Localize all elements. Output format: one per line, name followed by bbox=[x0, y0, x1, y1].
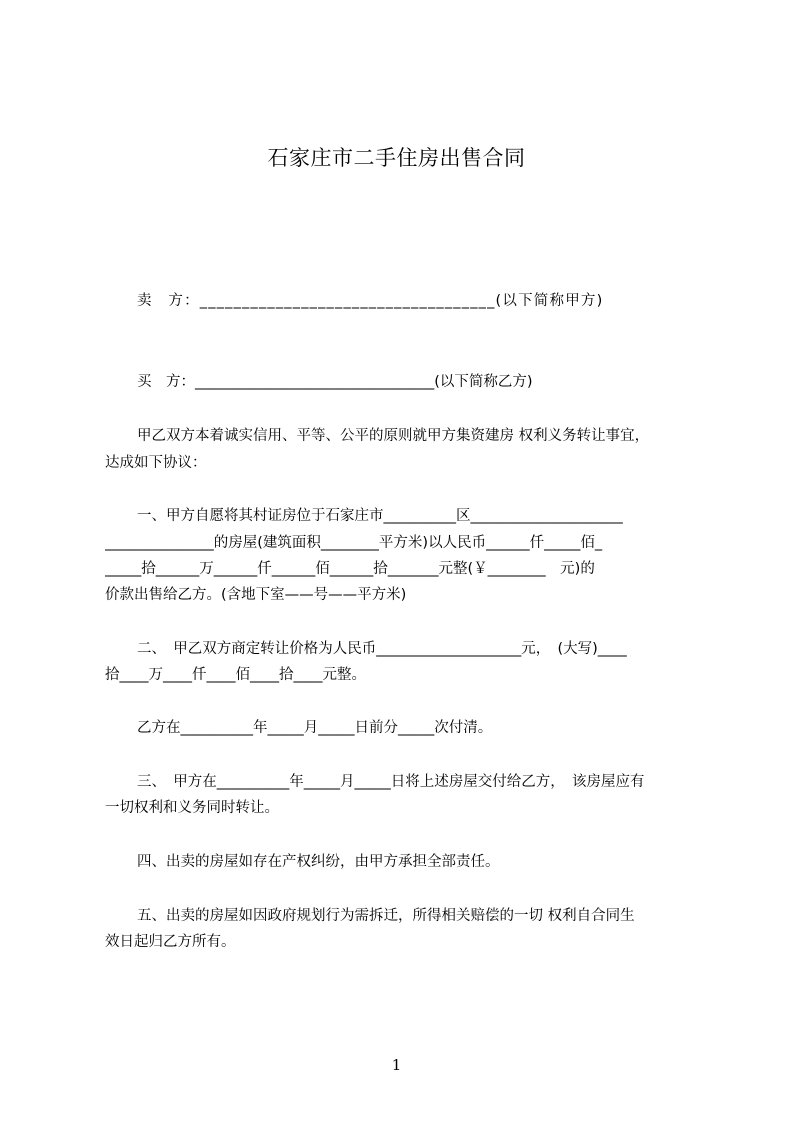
clause2-line-1: 二、 甲乙双方商定转让价格为人民币____________________元， (大写)____ bbox=[137, 641, 627, 657]
clause1-line-4: 价款出售给乙方。(含地下室——号——平方米) bbox=[105, 587, 407, 603]
clause2-line-2: 拾____万____仟____佰____拾____元整。 bbox=[105, 667, 366, 683]
seller-line: 卖 方：___________________________________(以下简称甲方) bbox=[137, 293, 604, 309]
clause1-line-1: 一、甲方自愿将其村证房位于石家庄市__________区_____________________ bbox=[137, 508, 623, 524]
clause5-line-2: 效日起归乙方所有。 bbox=[105, 934, 236, 950]
payment-line: 乙方在__________年_____月_____日前分_____次付清。 bbox=[137, 720, 493, 736]
intro-line-2: 达成如下协议： bbox=[105, 455, 207, 471]
clause4-line: 四、出卖的房屋如存在产权纠纷，由甲方承担全部责任。 bbox=[137, 854, 500, 870]
clause3-line-1: 三、 甲方在__________年_____月_____日将上述房屋交付给乙方， 该房屋应有 bbox=[137, 774, 645, 790]
intro-line-1: 甲乙双方本着诚实信用、平等、公平的原则就甲方集资建房 权利义务转让事宜， bbox=[137, 428, 650, 444]
clause1-line-2: _______________的房屋(建筑面积________平方米)以人民币______仟_____佰_ bbox=[105, 535, 603, 551]
clause5-line-1: 五、出卖的房屋如因政府规划行为需拆迁，所得相关赔偿的一切 权利自合同生 bbox=[137, 908, 635, 924]
document-title: 石家庄市二手住房出售合同 bbox=[267, 146, 526, 170]
page-number: 1 bbox=[391, 1056, 402, 1074]
buyer-line: 买 方：_________________________________(以下简称乙方) bbox=[137, 374, 533, 390]
clause3-line-2: 一切权利和义务同时转让。 bbox=[105, 800, 279, 816]
clause1-line-3: _____拾______万______仟______佰______拾_______元整(￥________ 元)的 bbox=[105, 561, 595, 577]
